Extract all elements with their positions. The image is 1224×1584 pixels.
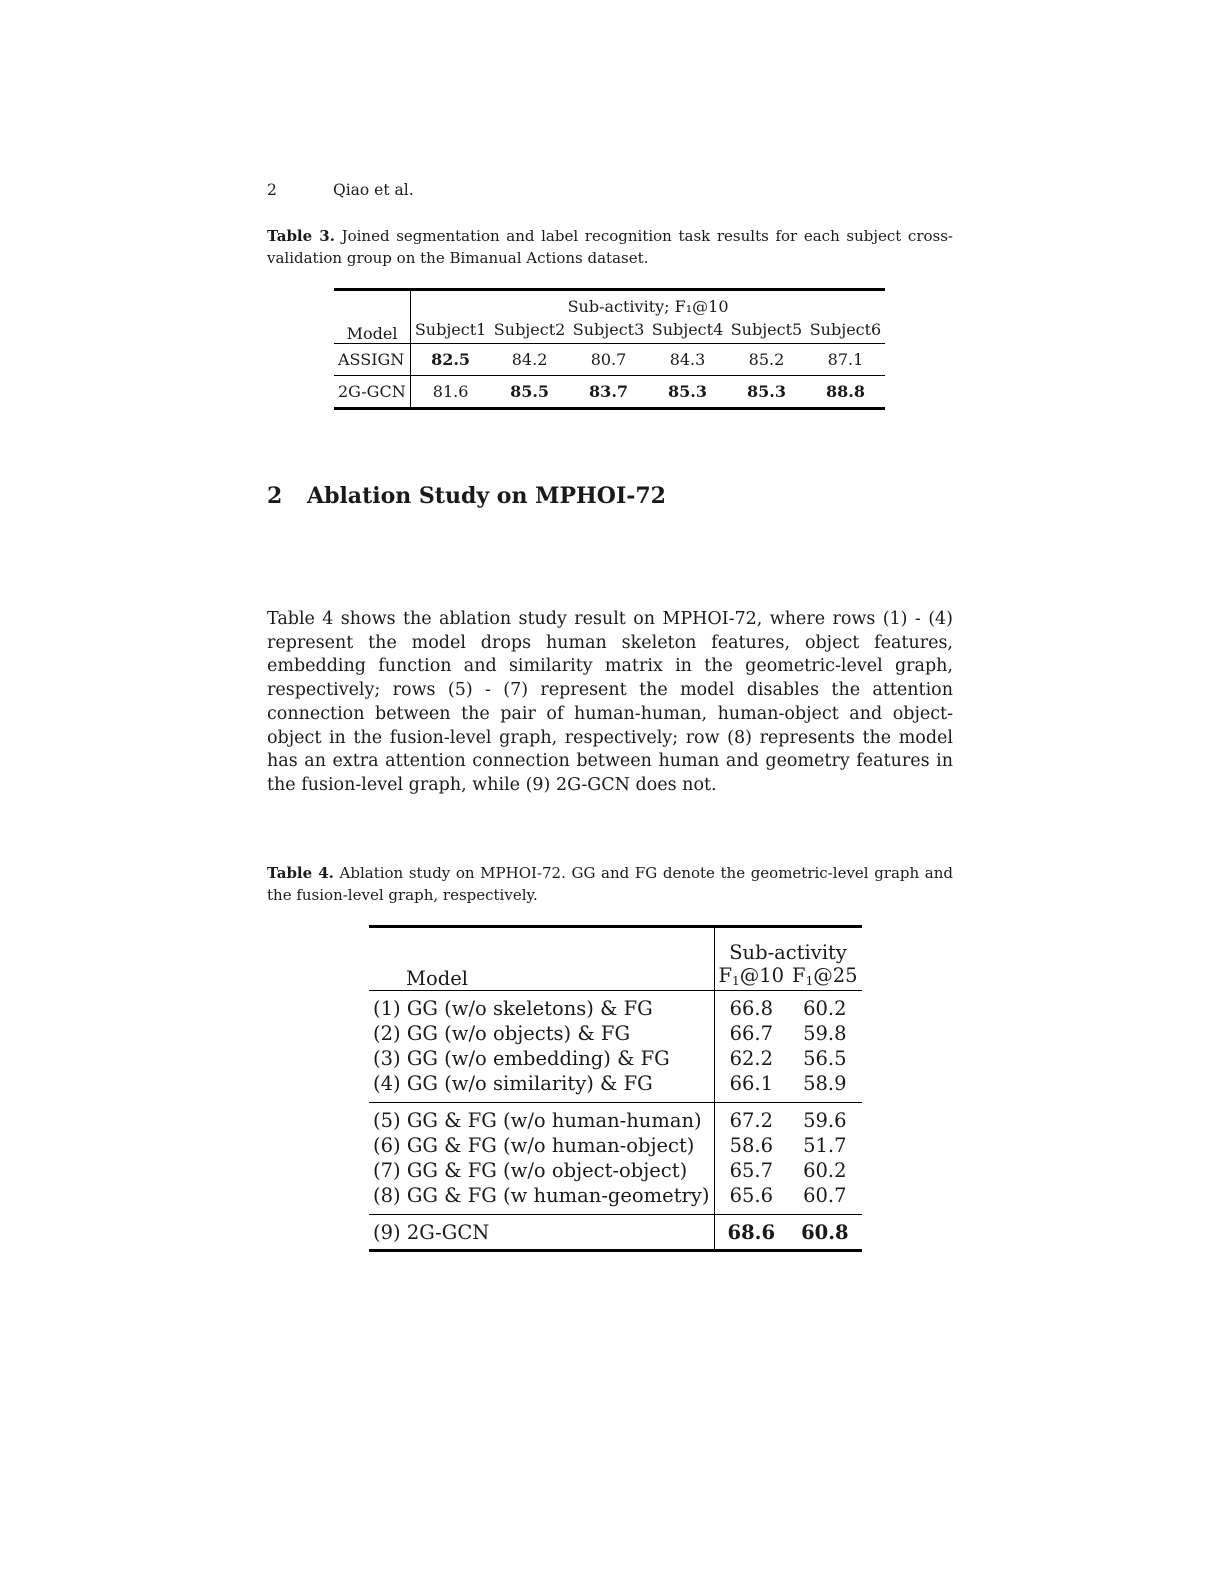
table4-model-cell: (8) GG & FG (w human-geometry) xyxy=(369,1183,714,1215)
table3-model-header: Model xyxy=(334,290,411,344)
table4-model-cell: (6) GG & FG (w/o human-object) xyxy=(369,1133,714,1158)
section-heading xyxy=(267,483,666,509)
table4-value-cell: 68.6 xyxy=(727,1220,776,1244)
table4-value-cell: 60.2 xyxy=(803,997,847,1020)
table3-value-cell: 82.5 xyxy=(411,344,490,376)
table4-value-cell: 65.7 xyxy=(729,1159,773,1182)
table-row xyxy=(369,1046,862,1071)
running-authors: Qiao et al. xyxy=(333,181,414,199)
table-row xyxy=(369,1021,862,1046)
table3-col-header: Subject2 xyxy=(490,316,569,344)
table4-value-cell: 51.7 xyxy=(803,1134,847,1157)
table3-model-cell: 2G-GCN xyxy=(334,376,411,409)
table4-value-cell: 58.9 xyxy=(788,1071,862,1103)
table3-value-cell: 84.2 xyxy=(490,344,569,376)
table3-col-header: Subject6 xyxy=(806,316,885,344)
table-row xyxy=(369,991,862,1022)
table3-value-cell: 80.7 xyxy=(569,344,648,376)
section-title: Ablation Study on MPHOI-72 xyxy=(307,483,666,509)
body-paragraph: Table 4 shows the ablation study result on MPHOI-72, where rows (1) - (4) represent the model drops human skeleton features, object features, embedding function and similarity matrix in the geometric-level graph, respectively; rows (5) - (7) represent the model disables the attention connection between the pair of human-human, human-object and object-object in the fusion-level graph, respectively; row (8) represents the model has an extra attention connection between human and geometry features in the fusion-level graph, while (9) 2G-GCN does not. xyxy=(267,609,953,795)
table3-model-cell: ASSIGN xyxy=(334,344,411,376)
table-row xyxy=(369,1133,862,1158)
table4-col-header-f25: $F_1@25$ xyxy=(788,964,862,991)
table3-value-cell: 84.3 xyxy=(648,344,727,376)
table4-model-cell: (9) 2G-GCN xyxy=(369,1215,714,1251)
table4-model-cell: (7) GG & FG (w/o object-object) xyxy=(369,1158,714,1183)
table-row xyxy=(369,1103,862,1134)
table4-value-cell: 66.8 xyxy=(729,997,773,1020)
table4-caption-text: Ablation study on MPHOI-72. GG and FG denote the geometric-level graph and the fusion-level graph, respectively. xyxy=(267,864,953,904)
table3-caption-text: Joined segmentation and label recognition task results for each subject cross-validation group on the Bimanual Actions dataset. xyxy=(267,227,953,267)
table3-value-cell: 88.8 xyxy=(825,382,865,401)
table4-value-cell: 60.7 xyxy=(788,1183,862,1215)
table4-group-header: Sub-activity xyxy=(729,941,847,964)
table4-model-cell: (3) GG (w/o embedding) & FG xyxy=(369,1046,714,1071)
table4-value-cell: 66.1 xyxy=(714,1071,788,1103)
table3-value-cell: 87.1 xyxy=(806,344,885,376)
table4-value-cell: 60.8 xyxy=(801,1220,849,1244)
table4-model-cell: (1) GG (w/o skeletons) & FG xyxy=(369,991,714,1022)
table-row xyxy=(334,376,885,409)
table4-value-cell: 59.8 xyxy=(803,1022,847,1045)
table-row xyxy=(334,344,885,376)
table4-value-cell: 66.7 xyxy=(729,1022,773,1045)
table4-model-cell: (5) GG & FG (w/o human-human) xyxy=(369,1103,714,1134)
table4-value-cell: 62.2 xyxy=(729,1047,773,1070)
running-header xyxy=(267,181,414,199)
table4-value-cell: 65.6 xyxy=(714,1183,788,1215)
table4-value-cell: 58.6 xyxy=(729,1134,773,1157)
table4-col-header-f10: $F_1@10$ xyxy=(714,964,788,991)
table3-value-cell: 81.6 xyxy=(432,382,469,401)
table-row xyxy=(369,1158,862,1183)
table3-col-header: Subject3 xyxy=(569,316,648,344)
table3 xyxy=(334,288,885,410)
table3-value-cell: 85.3 xyxy=(668,382,707,401)
table4-caption xyxy=(267,862,953,906)
table3-value-cell: 85.3 xyxy=(746,382,786,401)
table3-value-cell: 85.2 xyxy=(727,344,806,376)
table-row xyxy=(369,1183,862,1215)
table-row xyxy=(369,1215,862,1251)
table3-col-header: Subject4 xyxy=(648,316,727,344)
table4-model-header: Model xyxy=(369,927,714,991)
table3-value-cell: 85.5 xyxy=(510,382,550,401)
table3-value-cell: 83.7 xyxy=(589,382,629,401)
table4-caption-label: Table 4. xyxy=(267,864,334,882)
table3-col-header: Subject1 xyxy=(411,316,490,344)
table4-model-cell: (2) GG (w/o objects) & FG xyxy=(369,1021,714,1046)
section-number: 2 xyxy=(267,483,283,509)
table-row xyxy=(369,1071,862,1103)
table4-value-cell: 67.2 xyxy=(729,1109,773,1132)
table3-group-header: Sub-activity; F₁@10 xyxy=(567,297,729,316)
table4-model-cell: (4) GG (w/o similarity) & FG xyxy=(369,1071,714,1103)
table3-caption xyxy=(267,225,953,269)
table4 xyxy=(369,925,862,1252)
table3-caption-label: Table 3. xyxy=(267,227,335,245)
table4-value-cell: 59.6 xyxy=(803,1109,847,1132)
page-number: 2 xyxy=(267,181,277,199)
table3-col-header: Subject5 xyxy=(727,316,806,344)
table4-value-cell: 60.2 xyxy=(803,1159,847,1182)
table4-value-cell: 56.5 xyxy=(803,1047,847,1070)
